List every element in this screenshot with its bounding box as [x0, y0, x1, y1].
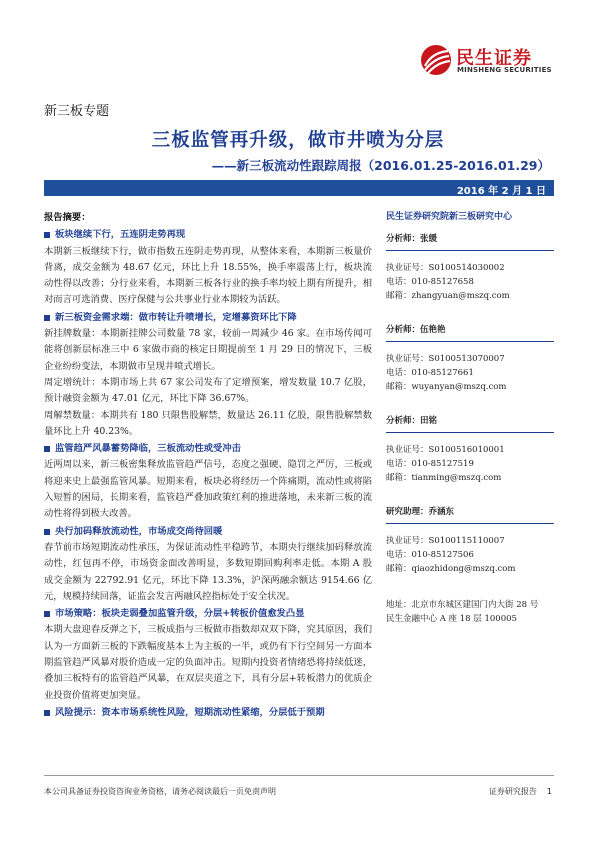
analyst-card: [386, 414, 554, 485]
analyst-role: 分析师：: [386, 325, 421, 335]
footer-doc-type: 证券研究报告: [488, 787, 537, 796]
divider: [386, 432, 554, 433]
footer-right: [489, 786, 552, 797]
summary-paragraph: 本期新三板继续下行，做市指数五连阴走势再现，从整体来看，本期新三板量价背离，成交金额为 48.67 亿元，环比上升 18.55%，换手率震荡上行，板块流动性得以改善；分行业来看，本期新三板各行业的换手率均较上期有所提升，相对而言可选消费、医疗保健与公共事业行业本期较为活跃。: [44, 245, 372, 306]
analyst-email[interactable]: 邮箱：qiaozhidong@mszq.com: [386, 564, 516, 574]
summary-section-title: 新三板资金需求端：做市转让升喷增长，定增募资环比下降: [44, 310, 372, 326]
summary-section-title: 监管趋严风暴蓄势降临，三板流动性或受冲击: [44, 441, 372, 457]
analyst-email[interactable]: 邮箱：zhangyuan@mszq.com: [386, 291, 510, 301]
analyst-card: [386, 323, 554, 394]
summary-paragraph: 周定增统计：本期市场上共 67 家公司发布了定增预案，增发数量 10.7 亿股，预计融资金额为 47.01 亿元，环比下降 36.67%。: [44, 376, 372, 405]
bullet-square-icon: [44, 710, 50, 716]
analyst-email[interactable]: 邮箱：tianming@mszq.com: [386, 473, 502, 483]
summary-section-title: 市场策略：板块走弱叠加监管升级，分层+转板价值愈发凸显: [44, 606, 372, 622]
analyst-cert: 执业证号：S0100516010001: [386, 445, 505, 455]
analyst-role: 分析师：: [386, 234, 421, 244]
analyst-phone: 电话：010-85127506: [386, 550, 474, 560]
footer-divider: [44, 775, 554, 776]
analyst-name: 田铭: [420, 416, 438, 426]
divider: [386, 250, 554, 251]
bullet-square-icon: [44, 611, 50, 617]
analyst-role: 分析师：: [386, 416, 421, 426]
analyst-card: [386, 232, 554, 303]
divider: [386, 523, 554, 524]
analyst-cert: 执业证号：S0100513070007: [386, 354, 505, 364]
summary-paragraph: 周解禁数量：本期共有 180 只限售股解禁，数量达 26.11 亿股，限售股解禁数量环比上升 40.23%。: [44, 409, 372, 437]
summary-paragraph: 春节前市场短期流动性承压，为保证流动性平稳跨节，本期央行继续加码释放流动性，红包再不停，市场资金面改善明显，多数短期回购利率走低。本期 A 股成交金额为 22792.91 亿元，环比下降 13.3%，沪深两融余额达 9154.66 亿元，规模持续回落，证监会发言两融风控指标处于安全状况。: [44, 541, 372, 602]
analyst-phone: 电话：010-85127661: [386, 368, 474, 378]
logo-text-cn: 民生证券: [456, 48, 532, 69]
analyst-cert: 执业证号：S0100115110007: [386, 536, 505, 546]
bullet-square-icon: [44, 529, 50, 535]
report-title: 三板监管再升级，做市井喷为分层: [151, 130, 445, 151]
brand-logo: [420, 44, 570, 78]
summary-paragraph: 新挂牌数量：本期新挂牌公司数量 78 家，较前一周减少 46 家。在市场传闻可能将创新层标准三中 6 家做市商的核定日期提前至 1 月 29 日的情况下，三板企业纷纷变法，本期做市呈现井喷式增长。: [44, 328, 372, 372]
analyst-name: 乔涵东: [428, 507, 455, 517]
bullet-square-icon: [44, 315, 50, 321]
summary-section-title: 板块继续下行，五连阴走势再现: [44, 227, 372, 243]
section-label: 新三板专题: [44, 104, 110, 119]
company-address: 地址：北京市东城区建国门内大街 28 号 民生金融中心 A 座 18 层 100005: [386, 600, 539, 624]
logo-text-en: MINSHENG SECURITIES: [457, 66, 552, 74]
analyst-name: 张缓: [420, 234, 438, 244]
summary-paragraph: 近两周以来，新三板密集释放监管趋严信号，态度之强硬、隐罚之严厉，三板或将迎来史上最强监管风暴。短期来看，板块必将经历一个阵痛期，流动性或将陷入短暂的困局，长期来看，监管趋严叠加政策红利的推进落地，未来新三板的流动性将得到极大改善。: [44, 459, 372, 520]
report-date: 2016 年 2 月 1 日: [456, 186, 546, 197]
analyst-sidebar: [386, 210, 554, 626]
summary-paragraph: 本期大盘迎春反弹之下，三板成指与三板做市指数却双双下降，究其原因，我们认为一方面新三板的下跌幅度基本上为主板的一半，或仍有下行空间另一方面本期监管趋严风暴对股价造成一定的负面冲击。短期内投资者情绪恐将持续低迷，叠加三板特有的监管趋严风暴，在双层夹道之下，具有分层+转板潜力的优质企业投资价值将更加突显。: [44, 624, 372, 701]
summary-section-title: 央行加码释放流动性，市场成交尚待回暖: [44, 524, 372, 540]
summary-section-title: 风险提示：资本市场系统性风险，短期流动性紧缩，分层低于预期: [44, 705, 372, 721]
page-number: 1: [546, 787, 552, 796]
analyst-card: [386, 505, 554, 576]
summary-heading: 报告摘要：: [44, 212, 91, 223]
analyst-name: 伍艳艳: [420, 325, 446, 335]
analyst-cert: 执业证号：S0100514030002: [386, 263, 505, 273]
research-institute: 民生证券研究院新三板研究中心: [386, 212, 513, 222]
report-subtitle: ——新三板流动性跟踪周报（2016.01.25-2016.01.29）: [211, 158, 550, 173]
footer-disclaimer: 本公司具备证券投资咨询业务资格，请务必阅读最后一页免责声明: [44, 787, 276, 796]
bullet-square-icon: [44, 232, 50, 238]
bullet-square-icon: [44, 446, 50, 452]
analyst-phone: 电话：010-85127519: [386, 459, 474, 469]
report-summary: [44, 210, 372, 721]
analyst-email[interactable]: 邮箱：wuyanyan@mszq.com: [386, 382, 507, 392]
analyst-phone: 电话：010-85127658: [386, 277, 474, 287]
analyst-role: 研究助理：: [386, 507, 429, 517]
divider: [386, 341, 554, 342]
minsheng-emblem-icon: [420, 44, 452, 76]
